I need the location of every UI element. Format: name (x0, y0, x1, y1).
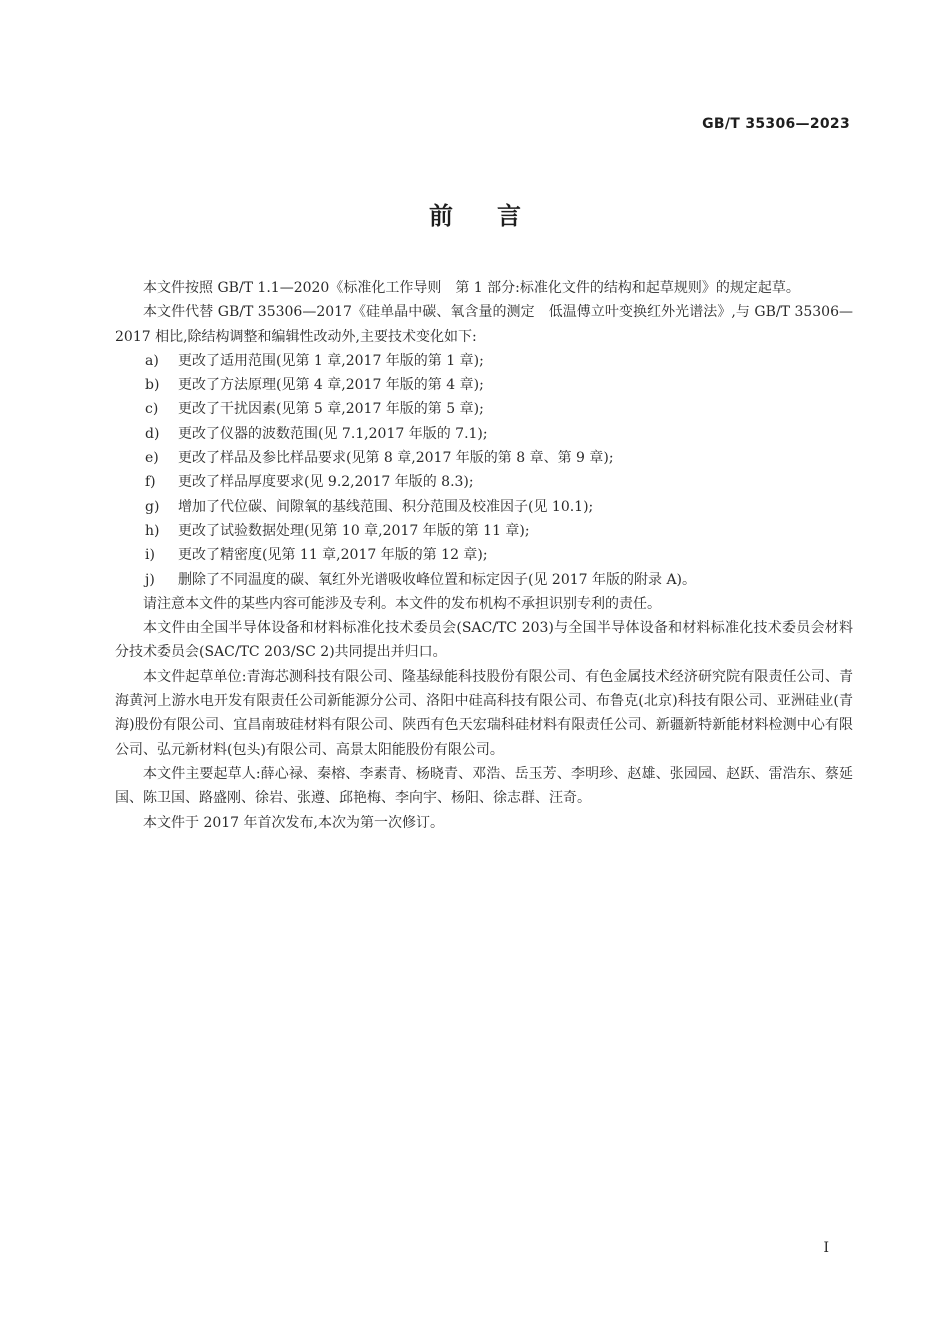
list-item (115, 470, 853, 494)
list-marker: f) (145, 474, 156, 491)
list-marker: h) (145, 522, 160, 539)
foreword-body (115, 276, 853, 835)
list-item-text: 更改了仪器的波数范围(见 7.1,2017 年版的 7.1); (178, 425, 488, 442)
list-item-text: 更改了样品及参比样品要求(见第 8 章,2017 年版的第 8 章、第 9 章); (178, 450, 614, 467)
paragraph-proposer: 本文件由全国半导体设备和材料标准化技术委员会(SAC/TC 203)与全国半导体设备和材料标准化技术委员会材料分技术委员会(SAC/TC 203/SC 2)共同提出并归口。 (115, 620, 853, 661)
page-number: I (823, 1240, 829, 1256)
list-item (115, 446, 853, 470)
list-marker: c) (145, 401, 159, 418)
list-item-text: 更改了干扰因素(见第 5 章,2017 年版的第 5 章); (178, 401, 484, 418)
list-item-text: 更改了适用范围(见第 1 章,2017 年版的第 1 章); (178, 352, 484, 369)
list-item-text: 增加了代位碳、间隙氧的基线范围、积分范围及校准因子(见 10.1); (178, 498, 594, 515)
list-item (115, 373, 853, 397)
paragraph-drafting-units: 本文件起草单位:青海芯测科技有限公司、隆基绿能科技股份有限公司、有色金属技术经济研究院有限责任公司、青海黄河上游水电开发有限责任公司新能源分公司、洛阳中硅高科技有限公司、布鲁克(北京)科技有限公司、亚洲硅业(青海)股份有限公司、宜昌南玻硅材料有限公司、陕西有色天宏瑞科硅材料有限责任公司、新疆新特新能材料检测中心有限公司、弘元新材料(包头)有限公司、高景太阳能股份有限公司。 (115, 668, 853, 758)
list-marker: b) (145, 377, 160, 394)
page-title: 前言 (429, 202, 565, 230)
list-item (115, 519, 853, 543)
list-marker: i) (145, 547, 155, 564)
changes-list (115, 349, 853, 592)
list-item-text: 更改了方法原理(见第 4 章,2017 年版的第 4 章); (178, 377, 484, 394)
list-marker: e) (145, 450, 159, 467)
list-item-text: 更改了精密度(见第 11 章,2017 年版的第 12 章); (178, 547, 488, 564)
list-item (115, 397, 853, 421)
list-item-text: 更改了试验数据处理(见第 10 章,2017 年版的第 11 章); (178, 522, 530, 539)
list-marker: a) (145, 352, 159, 369)
standard-number: GB/T 35306—2023 (702, 116, 850, 132)
list-marker: d) (145, 425, 160, 442)
list-item-text: 更改了样品厚度要求(见 9.2,2017 年版的 8.3); (178, 474, 474, 491)
paragraph-patent-notice: 请注意本文件的某些内容可能涉及专利。本文件的发布机构不承担识别专利的责任。 (143, 595, 661, 612)
list-item (115, 349, 853, 373)
list-item (115, 568, 853, 592)
paragraph-history: 本文件于 2017 年首次发布,本次为第一次修订。 (143, 814, 444, 831)
paragraph-drafting-rules: 本文件按照 GB/T 1.1—2020《标准化工作导则 第 1 部分:标准化文件的结构和起草规则》的规定起草。 (143, 280, 800, 296)
list-item-text: 删除了不同温度的碳、氧红外光谱吸收峰位置和标定因子(见 2017 年版的附录 A)。 (178, 571, 697, 588)
list-item (115, 543, 853, 567)
list-marker: g) (145, 498, 160, 515)
paragraph-drafters: 本文件主要起草人:薛心禄、秦榕、李素青、杨晓青、邓浩、岳玉芳、李明珍、赵雄、张园园、赵跃、雷浩东、蔡延国、陈卫国、路盛刚、徐岩、张遵、邱艳梅、李向宇、杨阳、徐志群、汪奇。 (115, 765, 853, 807)
paragraph-replacement: 本文件代替 GB/T 35306—2017《硅单晶中碳、氧含量的测定 低温傅立叶变换红外光谱法》,与 GB/T 35306—2017 相比,除结构调整和编辑性改动外,主要技术变化如下: (115, 304, 853, 345)
list-item (115, 495, 853, 519)
list-marker: j) (145, 571, 155, 588)
list-item (115, 422, 853, 446)
